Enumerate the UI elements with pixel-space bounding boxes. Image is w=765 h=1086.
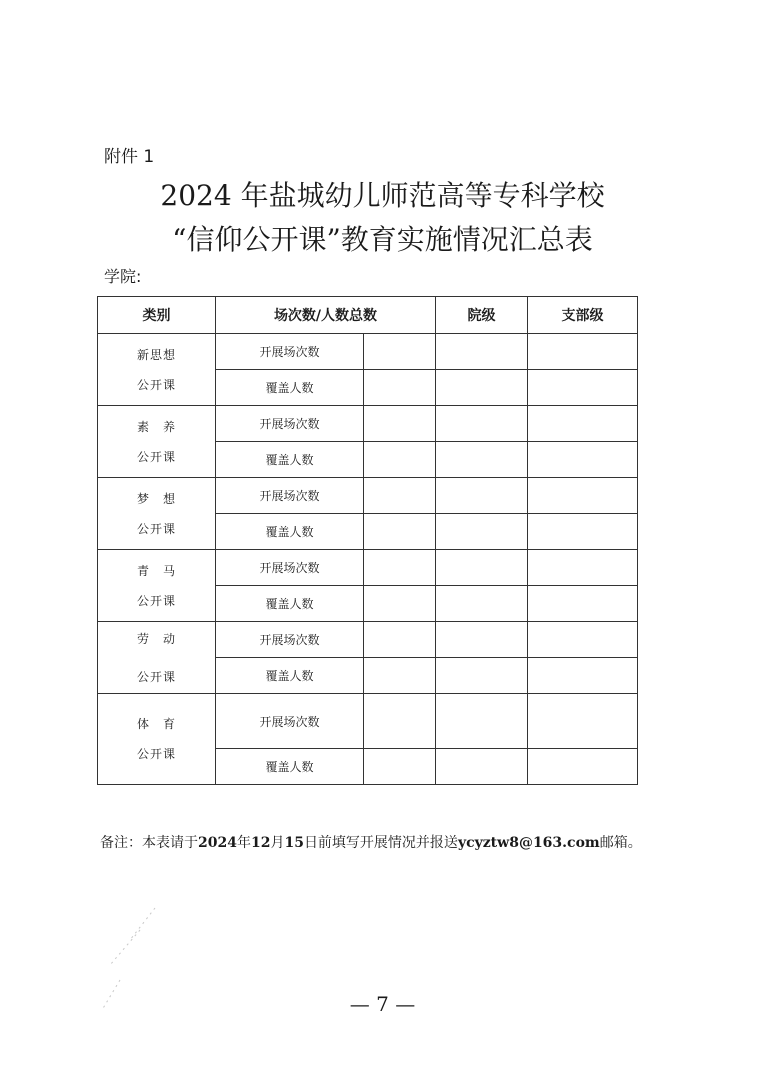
note-prefix: 备注：本表请于: [100, 835, 198, 851]
college-label: 学院:: [104, 267, 142, 286]
category-suffix: 公开课: [136, 747, 176, 761]
branch-cell[interactable]: [528, 334, 638, 370]
category-suffix: 公开课: [136, 377, 176, 392]
document-title-line1: 2024 年盐城幼儿师范高等专科学校: [160, 179, 605, 212]
college-cell[interactable]: [436, 550, 528, 586]
total-cell[interactable]: [364, 550, 436, 586]
header-category: 类别: [98, 297, 216, 334]
branch-cell[interactable]: [528, 478, 638, 514]
total-cell[interactable]: [364, 749, 436, 785]
college-cell[interactable]: [436, 694, 528, 749]
category-suffix: 公开课: [136, 521, 176, 536]
attachment-label: 附件 1: [104, 147, 155, 167]
category-suffix: 公开课: [136, 449, 176, 464]
note-year: 2024: [198, 835, 237, 851]
college-cell[interactable]: [436, 514, 528, 550]
total-cell[interactable]: [364, 694, 436, 749]
header-branch-level: 支部级: [528, 297, 638, 334]
branch-cell[interactable]: [528, 586, 638, 622]
category-cell: [98, 622, 216, 694]
branch-cell[interactable]: [528, 550, 638, 586]
branch-cell[interactable]: [528, 622, 638, 658]
note-suffix: 日前填写开展情况并报送: [303, 835, 458, 851]
footnote: [100, 832, 642, 852]
college-cell[interactable]: [436, 370, 528, 406]
branch-cell[interactable]: [528, 442, 638, 478]
item-coverage: 覆盖人数: [216, 370, 364, 406]
category-suffix: 公开课: [136, 669, 176, 684]
category-name: 劳 动: [136, 631, 176, 646]
total-cell[interactable]: [364, 334, 436, 370]
item-coverage: 覆盖人数: [216, 586, 364, 622]
category-name: 梦 想: [136, 491, 176, 506]
table-row: [98, 694, 638, 749]
item-sessions: 开展场次数: [216, 694, 364, 749]
document-title-line2: “信仰公开课”教育实施情况汇总表: [172, 223, 593, 256]
total-cell[interactable]: [364, 442, 436, 478]
college-cell[interactable]: [436, 406, 528, 442]
note-email[interactable]: ycyztw8@163.com: [457, 835, 600, 851]
total-cell[interactable]: [364, 370, 436, 406]
item-sessions: 开展场次数: [216, 334, 364, 370]
college-cell[interactable]: [436, 442, 528, 478]
college-cell[interactable]: [436, 658, 528, 694]
category-cell: [98, 478, 216, 550]
table-row: [98, 406, 638, 442]
category-suffix: 公开课: [136, 593, 176, 608]
college-cell[interactable]: [436, 586, 528, 622]
category-cell: [98, 694, 216, 785]
branch-cell[interactable]: [528, 370, 638, 406]
total-cell[interactable]: [364, 478, 436, 514]
item-coverage: 覆盖人数: [216, 442, 364, 478]
category-cell: [98, 550, 216, 622]
table-row: [98, 478, 638, 514]
branch-cell[interactable]: [528, 406, 638, 442]
note-day: 15: [284, 835, 304, 851]
summary-table: [97, 296, 638, 785]
header-count-total: 场次数/人数总数: [216, 297, 436, 334]
item-sessions: 开展场次数: [216, 622, 364, 658]
table-row: [98, 334, 638, 370]
note-year-unit: 年: [236, 835, 251, 851]
total-cell[interactable]: [364, 514, 436, 550]
note-month-unit: 月: [270, 835, 285, 851]
college-cell[interactable]: [436, 622, 528, 658]
college-cell[interactable]: [436, 334, 528, 370]
category-cell: [98, 334, 216, 406]
college-cell[interactable]: [436, 478, 528, 514]
category-cell: [98, 406, 216, 478]
category-name: 体 育: [136, 717, 176, 731]
category-name: 素 养: [136, 419, 176, 434]
item-sessions: 开展场次数: [216, 406, 364, 442]
category-name: 青 马: [136, 563, 176, 578]
college-cell[interactable]: [436, 749, 528, 785]
category-name: 新思想: [136, 347, 176, 362]
total-cell[interactable]: [364, 658, 436, 694]
branch-cell[interactable]: [528, 749, 638, 785]
total-cell[interactable]: [364, 622, 436, 658]
total-cell[interactable]: [364, 586, 436, 622]
item-sessions: 开展场次数: [216, 478, 364, 514]
note-month: 12: [250, 835, 271, 851]
table-header-row: [98, 297, 638, 334]
item-sessions: 开展场次数: [216, 550, 364, 586]
table-row: [98, 622, 638, 658]
table-row: [98, 550, 638, 586]
total-cell[interactable]: [364, 406, 436, 442]
item-coverage: 覆盖人数: [216, 658, 364, 694]
header-college-level: 院级: [436, 297, 528, 334]
branch-cell[interactable]: [528, 514, 638, 550]
branch-cell[interactable]: [528, 694, 638, 749]
page-number: — 7 —: [349, 992, 416, 1016]
note-end: 邮箱。: [599, 835, 642, 851]
item-coverage: 覆盖人数: [216, 749, 364, 785]
item-coverage: 覆盖人数: [216, 514, 364, 550]
branch-cell[interactable]: [528, 658, 638, 694]
